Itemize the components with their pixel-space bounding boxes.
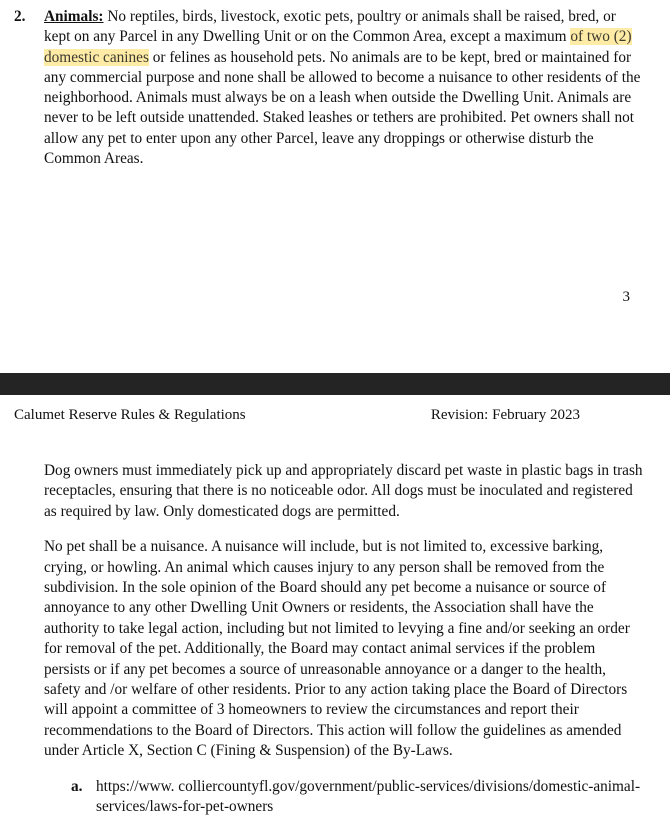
page-two-fragment [0, 395, 670, 816]
list-item [44, 777, 644, 818]
running-header [14, 406, 656, 425]
rule-item-body [44, 7, 644, 169]
paragraph: Dog owners must immediately pick up and appropriately discard pet waste in plastic bags in trash receptacles, ensuring that there is no noticeable odor. All dogs must be inoculated and registered as required by law. Only domesticated dogs are permitted. [44, 462, 643, 520]
rule-item-marker: 2. [14, 8, 26, 25]
rule-item-heading: Animals: [44, 8, 104, 25]
page-one-fragment [0, 0, 670, 373]
rule-text-segment-2: or felines as household pets. No animals are to be kept, bred or maintained for any commercial purpose and none shall be allowed to become a nuisance to other residents of the neighborhood. Animals must always be on a leash when outside the Dwelling Unit. Animals are never to be left outside unattended. Staked leashes or tethers are prohibited. Pet owners shall not allow any pet to enter upon any other Parcel, leave any droppings or otherwise disturb the Common Areas. [44, 48, 641, 168]
list-item-marker: a. [71, 777, 83, 795]
page-two-body [44, 461, 644, 818]
page-number: 3 [622, 289, 630, 305]
sub-list [44, 777, 644, 818]
revision-label: Revision: February 2023 [430, 407, 580, 423]
reference-url[interactable]: https://www. colliercountyfl.gov/government/public-services/divisions/domestic-animal-services/laws-for-pet-owners [96, 777, 641, 816]
page-separator-band [0, 373, 670, 395]
highlighted-text: of two (2) domestic canines [44, 28, 632, 66]
paragraph: No pet shall be a nuisance. A nuisance will include, but is not limited to, excessive barking, crying, or howling. An animal which causes injury to any person shall be removed from the subdivision. In the sole opinion of the Board should any pet become a nuisance or source of annoyance to any other Dwelling Unit Owners or residents, the Association shall have the authority to take legal action, including but not limited to levying a fine and/or seeking an order for removal of the pet. Additionally, the Board may contact animal services if the problem persists or if any pet becomes a source of unreasonable annoyance or a danger to the health, safety and /or welfare of other residents. Prior to any action taking place the Board of Directors will appoint a committee of 3 homeowners to review the circumstances and report their recommendations to the Board of Directors. This action will follow the guidelines as amended under Article X, Section C (Fining & Suspension) of the By-Laws. [44, 538, 630, 760]
document-title: Calumet Reserve Rules & Regulations [14, 407, 246, 423]
rule-text-segment-1: No reptiles, birds, livestock, exotic pets, poultry or animals shall be raised, bred, or kept on any Parcel in any Dwelling Unit or on the Common Area, except a maximum [44, 8, 616, 46]
rule-item-animals [14, 7, 644, 169]
